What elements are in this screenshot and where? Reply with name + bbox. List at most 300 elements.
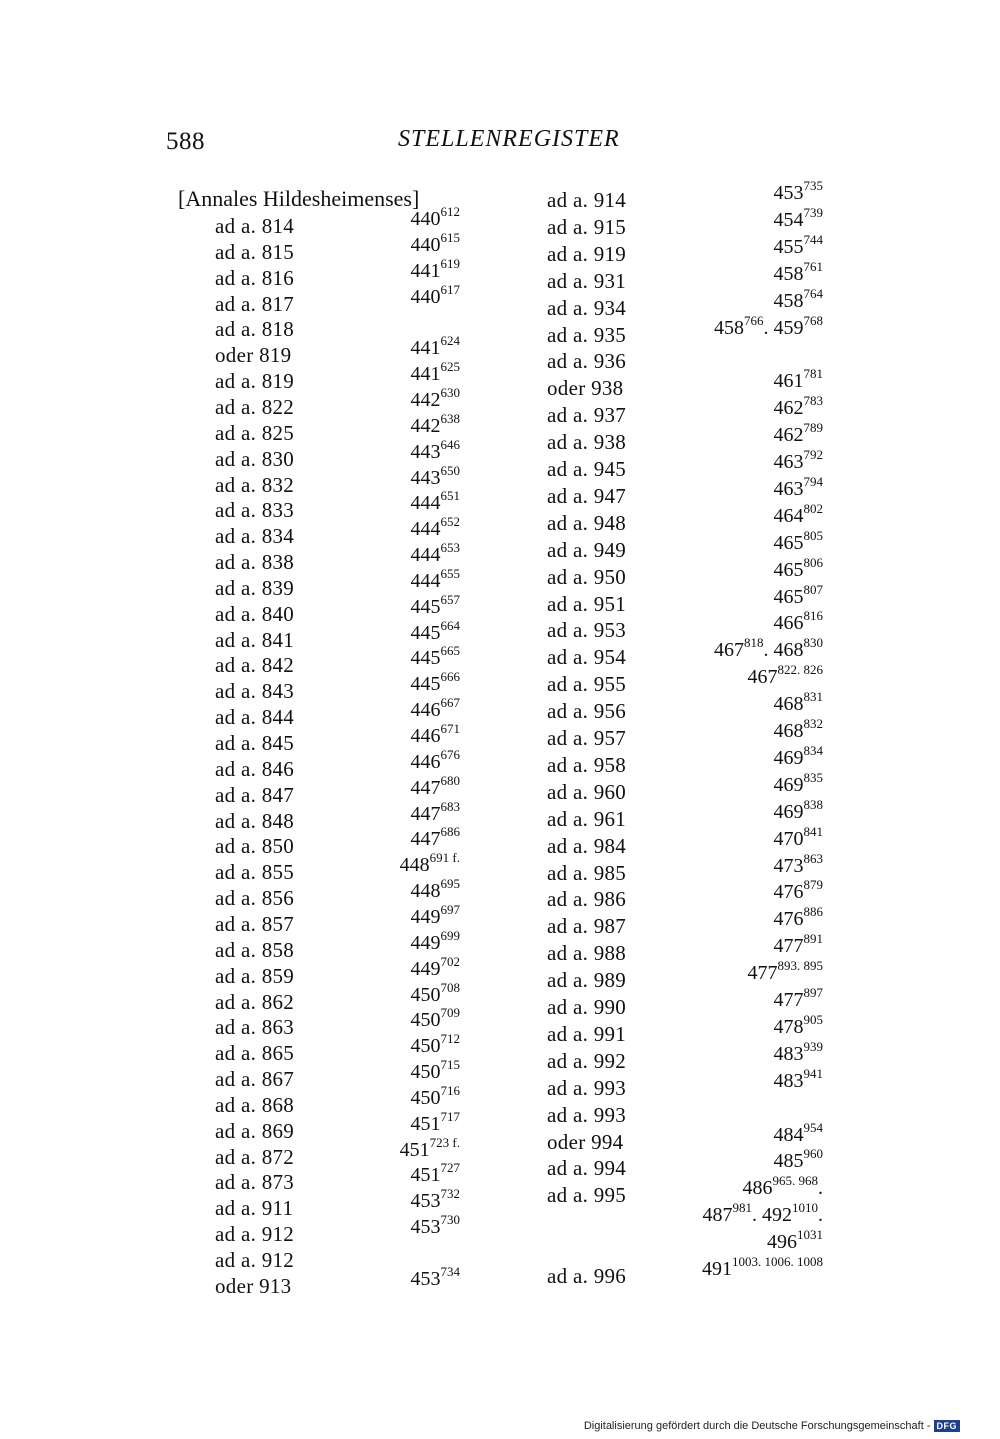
entry-reference [773, 231, 824, 259]
ref-page: 453 [410, 1190, 441, 1213]
ref-footnote: 863 [803, 850, 823, 866]
ref-footnote: 1031 [797, 1227, 823, 1243]
entry-reference: $467^{818}$. $468^{830}$ [714, 635, 823, 662]
entry-reference [410, 204, 461, 231]
ref-footnote: 831 [803, 689, 823, 705]
ref-page: 467 [714, 639, 744, 662]
entry-reference [773, 716, 824, 743]
entry-reference [773, 447, 824, 474]
list-item [178, 1263, 508, 1300]
ref-footnote: 818 [744, 635, 764, 651]
ref-footnote: 834 [803, 742, 823, 758]
entry-locator: ad a. 855 [215, 860, 295, 885]
entry-locator: ad a. 960 [547, 779, 627, 804]
entry-reference: $458^{766}$. $459^{768}$ [714, 312, 823, 339]
ref-footnote: 730 [440, 1212, 460, 1228]
entry-reference [773, 1119, 824, 1147]
ref-page: 444 [410, 569, 441, 592]
entry-reference [410, 824, 461, 851]
ref-page: 445 [410, 621, 441, 644]
ref-page: 477 [747, 962, 778, 985]
ref-footnote: 954 [803, 1119, 823, 1135]
entry-locator: ad a. 815 [215, 239, 295, 264]
ref-page: 458 [714, 316, 744, 339]
entry-reference [773, 985, 824, 1012]
entry-locator: ad a. 873 [215, 1170, 295, 1195]
ref-footnote: 960 [803, 1146, 823, 1162]
entry-reference [410, 488, 461, 515]
entry-reference [410, 540, 461, 567]
ref-footnote: 657 [440, 591, 460, 607]
ref-footnote: 761 [803, 258, 823, 274]
ref-page: 442 [410, 388, 441, 411]
ref-footnote: 646 [440, 436, 460, 452]
entry-reference [399, 850, 460, 877]
ref-page: 441 [410, 363, 441, 386]
ref-page: 476 [773, 881, 804, 904]
entry-reference [773, 1011, 824, 1039]
entry-locator: ad a. 937 [547, 403, 627, 428]
ref-footnote: 712 [440, 1031, 460, 1047]
entry-locator: ad a. 953 [547, 618, 627, 643]
ref-footnote: 764 [803, 285, 823, 301]
entry-locator: ad a. 856 [215, 886, 295, 911]
ref-page: 441 [410, 337, 441, 360]
entry-reference [773, 1146, 824, 1173]
ref-footnote: 691 f. [429, 850, 460, 866]
entry-locator: ad a. 816 [215, 265, 295, 290]
entry-reference [773, 904, 824, 931]
ref-footnote: 891 [803, 931, 823, 947]
ref-footnote: 664 [440, 617, 460, 633]
entry-locator: ad a. 843 [215, 679, 295, 704]
entry-locator: ad a. 872 [215, 1144, 295, 1169]
ref-page: 441 [410, 259, 441, 282]
ref-page: 453 [410, 1216, 441, 1239]
entry-locator: ad a. 994 [547, 1156, 627, 1181]
ref-page: 440 [410, 233, 441, 256]
ref-page: 468 [773, 720, 804, 742]
ref-footnote: 879 [803, 877, 823, 893]
entry-locator: ad a. 934 [547, 295, 627, 320]
entry-locator: ad a. 819 [215, 369, 295, 394]
ref-footnote: 709 [440, 1005, 460, 1021]
entry-reference [773, 877, 824, 904]
ref-footnote: 941 [803, 1065, 823, 1081]
entry-reference [410, 746, 461, 774]
ref-page: 450 [410, 983, 441, 1006]
entry-locator: ad a. 914 [547, 188, 627, 212]
list-item [178, 281, 508, 318]
list-item [178, 1212, 508, 1248]
ref-footnote: 667 [440, 695, 460, 711]
ref-page: 450 [410, 1009, 441, 1032]
ref-page: 445 [410, 595, 441, 618]
ref-page: 483 [773, 1069, 804, 1092]
ref-footnote: 686 [440, 824, 460, 840]
entry-locator: ad a. 911 [215, 1196, 294, 1221]
entry-locator: ad a. 859 [215, 963, 295, 988]
ref-footnote: 802 [803, 500, 823, 516]
entry-reference [773, 1065, 824, 1093]
ref-page: 446 [410, 725, 441, 747]
entry-locator: ad a. 958 [547, 752, 627, 777]
entry-locator: oder 819 [215, 343, 292, 368]
ref-footnote: 939 [803, 1038, 823, 1054]
entry-locator: ad a. 822 [215, 394, 295, 419]
ref-footnote: 816 [803, 608, 823, 624]
entry-locator: ad a. 988 [547, 941, 627, 966]
list-item [547, 1254, 823, 1290]
entry-reference [410, 255, 461, 283]
ref-footnote: 617 [440, 281, 460, 297]
ref-page: 446 [410, 750, 441, 773]
entry-reference [410, 1005, 461, 1032]
entry-locator: ad a. 844 [215, 705, 295, 730]
entry-reference [773, 1038, 824, 1066]
ref-page: 440 [410, 285, 441, 308]
entry-locator: ad a. 833 [215, 498, 295, 523]
ref-page: 443 [410, 440, 441, 463]
list-item [547, 312, 823, 349]
ref-footnote: 727 [440, 1160, 460, 1176]
entry-locator: ad a. 848 [215, 808, 295, 833]
ref-footnote: 625 [440, 359, 460, 375]
entry-locator: ad a. 986 [547, 887, 627, 912]
ref-page: 445 [410, 647, 441, 670]
entry-reference [410, 1031, 461, 1058]
entry-reference [773, 581, 824, 609]
entry-locator: ad a. 954 [547, 645, 627, 670]
entry-locator: ad a. 830 [215, 446, 295, 471]
ref-page: 449 [410, 957, 441, 980]
footer-text: Digitalisierung gefördert durch die Deutsche Forschungsgemeinschaft - [583, 1420, 931, 1432]
entry-locator: ad a. 993 [547, 1075, 627, 1100]
ref-page: 465 [773, 585, 804, 608]
ref-page: 450 [410, 1086, 441, 1109]
entry-reference [742, 1173, 824, 1200]
ref-footnote: 624 [440, 333, 460, 349]
ref-page: 485 [773, 1150, 804, 1173]
entry-locator: ad a. 825 [215, 420, 295, 445]
ref-page: 462 [773, 424, 804, 447]
ref-page: 451 [410, 1112, 441, 1135]
entry-reference [410, 721, 461, 748]
ref-page: 469 [773, 746, 804, 769]
entry-reference [410, 359, 461, 386]
page-number: 588 [166, 128, 205, 155]
ref-footnote: 965. 968 [772, 1173, 818, 1189]
entry-reference [410, 384, 461, 412]
entry-reference [410, 901, 461, 929]
entry-locator: ad a. 862 [215, 989, 295, 1014]
ref-footnote: 680 [440, 772, 460, 788]
entry-locator: ad a. 948 [547, 510, 627, 535]
ref-page: 453 [773, 182, 804, 204]
entry-reference [410, 281, 461, 309]
entry-locator: ad a. 814 [215, 214, 295, 238]
entry-reference [773, 473, 824, 501]
entry-locator: ad a. 991 [547, 1021, 627, 1046]
ref-footnote: 717 [440, 1108, 460, 1124]
entry-locator: ad a. 846 [215, 756, 295, 781]
ref-page: 465 [773, 558, 804, 581]
entry-reference [410, 1212, 461, 1239]
entry-locator: ad a. 945 [547, 457, 627, 481]
ref-footnote: 841 [803, 823, 823, 839]
entry-reference [410, 798, 461, 826]
ref-footnote: 716 [440, 1082, 460, 1098]
entry-reference [767, 1227, 823, 1254]
entry-reference [773, 393, 824, 420]
ref-footnote: 781 [803, 366, 823, 382]
ref-page: 465 [773, 531, 804, 554]
entry-reference [702, 1254, 823, 1281]
ref-footnote: 683 [440, 798, 460, 814]
entry-locator: ad a. 863 [215, 1015, 295, 1040]
entry-locator: ad a. 845 [215, 731, 295, 755]
entry-locator: ad a. 955 [547, 672, 627, 697]
entry-reference [410, 695, 461, 722]
ref-footnote: 671 [440, 721, 460, 736]
ref-page: 483 [773, 1042, 804, 1065]
footer [584, 1420, 960, 1432]
ref-trailing-period: . [818, 1204, 823, 1227]
entry-reference [410, 462, 461, 490]
entry-reference [773, 366, 824, 393]
ref-page: 468 [773, 693, 804, 716]
entry-locator: ad a. 949 [547, 537, 627, 562]
ref-footnote: 1003. 1006. 1008 [732, 1254, 823, 1269]
entry-locator: ad a. 912 [215, 1248, 295, 1272]
ref-page: 455 [773, 235, 804, 258]
ref-footnote: 699 [440, 927, 460, 943]
ref-page: 445 [410, 673, 441, 696]
ref-page: 447 [410, 776, 441, 799]
ref-footnote: 807 [803, 581, 823, 597]
entry-locator: ad a. 840 [215, 601, 295, 626]
entry-reference [410, 772, 461, 800]
entry-locator: ad a. 956 [547, 699, 627, 724]
entry-locator: ad a. 869 [215, 1118, 295, 1143]
ref-page: 458 [773, 289, 804, 312]
ref-page: 477 [773, 935, 804, 958]
entry-reference [773, 554, 824, 582]
ref-page: 469 [773, 773, 804, 796]
column-header: [Annales Hildesheimenses] [178, 186, 420, 211]
entry-locator: ad a. 990 [547, 995, 627, 1019]
ref-page: 447 [410, 828, 441, 851]
entry-locator: ad a. 931 [547, 268, 627, 293]
ref-page: 467 [747, 666, 778, 689]
ref-page: 454 [773, 208, 804, 231]
ref-page: 468 [773, 639, 804, 662]
entry-reference [410, 876, 461, 903]
ref-footnote: 708 [440, 979, 460, 995]
entry-reference [773, 500, 824, 528]
entry-locator: ad a. 989 [547, 968, 627, 993]
entry-reference [410, 436, 461, 464]
ref-page: 458 [773, 262, 804, 285]
ref-page: 451 [399, 1138, 430, 1161]
ref-footnote: 732 [440, 1186, 460, 1202]
entry-reference [410, 1263, 461, 1291]
ref-trailing-period: . [818, 1177, 823, 1200]
ref-footnote: 838 [803, 796, 823, 812]
entry-locator: ad a. 984 [547, 833, 627, 858]
entry-locator: ad a. 950 [547, 564, 627, 589]
ref-footnote: 806 [803, 554, 823, 570]
ref-footnote: 619 [440, 255, 460, 271]
ref-footnote: 897 [803, 985, 823, 1000]
entry-locator: ad a. 935 [547, 322, 627, 347]
entry-locator: ad a. 868 [215, 1092, 295, 1117]
entry-locator: ad a. 985 [547, 860, 627, 885]
ref-footnote: 652 [440, 514, 460, 530]
entry-locator: ad a. 842 [215, 653, 295, 678]
entry-locator: ad a. 996 [547, 1264, 627, 1288]
entry-reference [773, 742, 824, 770]
ref-footnote: 805 [803, 527, 823, 543]
ref-page: 444 [410, 492, 441, 515]
ref-page: 477 [773, 989, 804, 1011]
running-head: STELLENREGISTER [398, 126, 620, 152]
entry-reference [410, 333, 461, 360]
ref-footnote: 653 [440, 540, 460, 556]
entry-locator: ad a. 938 [547, 430, 627, 455]
ref-page: 446 [410, 699, 441, 722]
ref-footnote: 794 [803, 473, 823, 489]
ref-footnote: 905 [803, 1011, 823, 1027]
entry-reference [747, 662, 824, 689]
entry-reference [410, 1160, 461, 1187]
ref-footnote: 1010 [792, 1200, 818, 1216]
entry-reference [773, 823, 824, 851]
ref-footnote: 886 [803, 904, 823, 920]
entry-locator: ad a. 838 [215, 550, 295, 575]
ref-footnote: 789 [803, 420, 823, 436]
entry-reference [747, 958, 824, 985]
ref-page: 487 [702, 1204, 733, 1227]
ref-footnote: 650 [440, 462, 460, 478]
entry-locator: ad a. 832 [215, 472, 295, 497]
ref-footnote: 666 [440, 669, 460, 685]
ref-page: 486 [742, 1177, 773, 1200]
ref-footnote: 655 [440, 565, 460, 581]
ref-footnote: 723 f. [429, 1134, 460, 1150]
ref-footnote: 676 [440, 746, 460, 762]
ref-page: 476 [773, 908, 804, 931]
ref-footnote: 792 [803, 447, 823, 462]
ref-footnote: 697 [440, 901, 460, 917]
ref-page: 466 [773, 612, 804, 635]
ref-page: 449 [410, 905, 441, 928]
ref-page: 443 [410, 466, 441, 489]
entry-reference [773, 285, 824, 313]
ref-footnote: 715 [440, 1057, 460, 1073]
ref-page: 492 [762, 1204, 792, 1227]
entry-locator: ad a. 847 [215, 782, 295, 807]
entry-locator: oder 994 [547, 1129, 624, 1154]
entry-locator: ad a. 915 [547, 214, 627, 239]
entry-reference [773, 689, 824, 716]
entry-locator: ad a. 841 [215, 627, 295, 652]
entry-reference [410, 565, 461, 593]
entry-reference [410, 410, 461, 438]
entry-locator: ad a. 995 [547, 1183, 627, 1208]
ref-footnote: 739 [803, 204, 823, 220]
entry-reference [773, 204, 824, 232]
ref-page: 448 [399, 854, 430, 877]
ref-footnote: 735 [803, 178, 823, 193]
entry-reference [410, 617, 461, 645]
entry-locator: ad a. 987 [547, 914, 627, 939]
entry-reference [410, 669, 461, 696]
entry-locator: oder 913 [215, 1273, 292, 1298]
ref-footnote: 822. 826 [777, 662, 823, 678]
entry-locator: ad a. 865 [215, 1041, 295, 1066]
entry-reference [410, 953, 461, 981]
ref-footnote: 835 [803, 769, 823, 785]
entry-locator: ad a. 858 [215, 937, 295, 962]
ref-page: 484 [773, 1123, 804, 1146]
ref-page: 447 [410, 802, 441, 825]
ref-footnote: 744 [803, 231, 823, 247]
list-item [547, 1065, 823, 1102]
entry-locator: ad a. 992 [547, 1048, 627, 1073]
entry-reference [410, 643, 461, 670]
entry-reference [773, 796, 824, 824]
ref-footnote: 612 [440, 204, 460, 219]
ref-page: 464 [773, 504, 804, 527]
ref-page: 444 [410, 518, 441, 541]
entry-locator: ad a. 839 [215, 575, 295, 600]
ref-page: 450 [410, 1061, 441, 1084]
ref-footnote: 981 [732, 1200, 752, 1216]
entry-locator: ad a. 961 [547, 806, 627, 831]
entry-reference [773, 527, 824, 555]
entry-reference [773, 850, 824, 878]
ref-footnote: 615 [440, 229, 460, 245]
ref-footnote: 830 [803, 635, 823, 651]
entry-reference [410, 927, 461, 955]
ref-footnote: 766 [744, 312, 764, 328]
ref-footnote: 832 [803, 716, 823, 731]
entry-locator: ad a. 919 [547, 241, 627, 266]
entry-locator: ad a. 817 [215, 291, 295, 316]
ref-footnote: 630 [440, 384, 460, 400]
ref-footnote: 695 [440, 876, 460, 892]
ref-footnote: 638 [440, 410, 460, 426]
entry-locator: ad a. 951 [547, 591, 627, 616]
ref-page: 448 [410, 880, 441, 903]
entry-reference [773, 769, 824, 797]
ref-page: 442 [410, 414, 441, 437]
ref-page: 453 [410, 1267, 441, 1290]
entry-reference: $487^{981}$. $492^{1010}$. [702, 1200, 823, 1227]
ref-page: 491 [702, 1258, 732, 1280]
entry-locator: ad a. 936 [547, 349, 627, 374]
entry-reference [410, 1108, 461, 1136]
entry-reference [773, 258, 824, 286]
dfg-logo: DFG [934, 1420, 961, 1432]
ref-page: 462 [773, 397, 804, 420]
ref-footnote: 768 [803, 312, 823, 328]
entry-locator: oder 938 [547, 376, 624, 401]
entry-locator: ad a. 834 [215, 524, 295, 549]
ref-page: 444 [410, 544, 441, 567]
ref-footnote: 783 [803, 393, 823, 409]
